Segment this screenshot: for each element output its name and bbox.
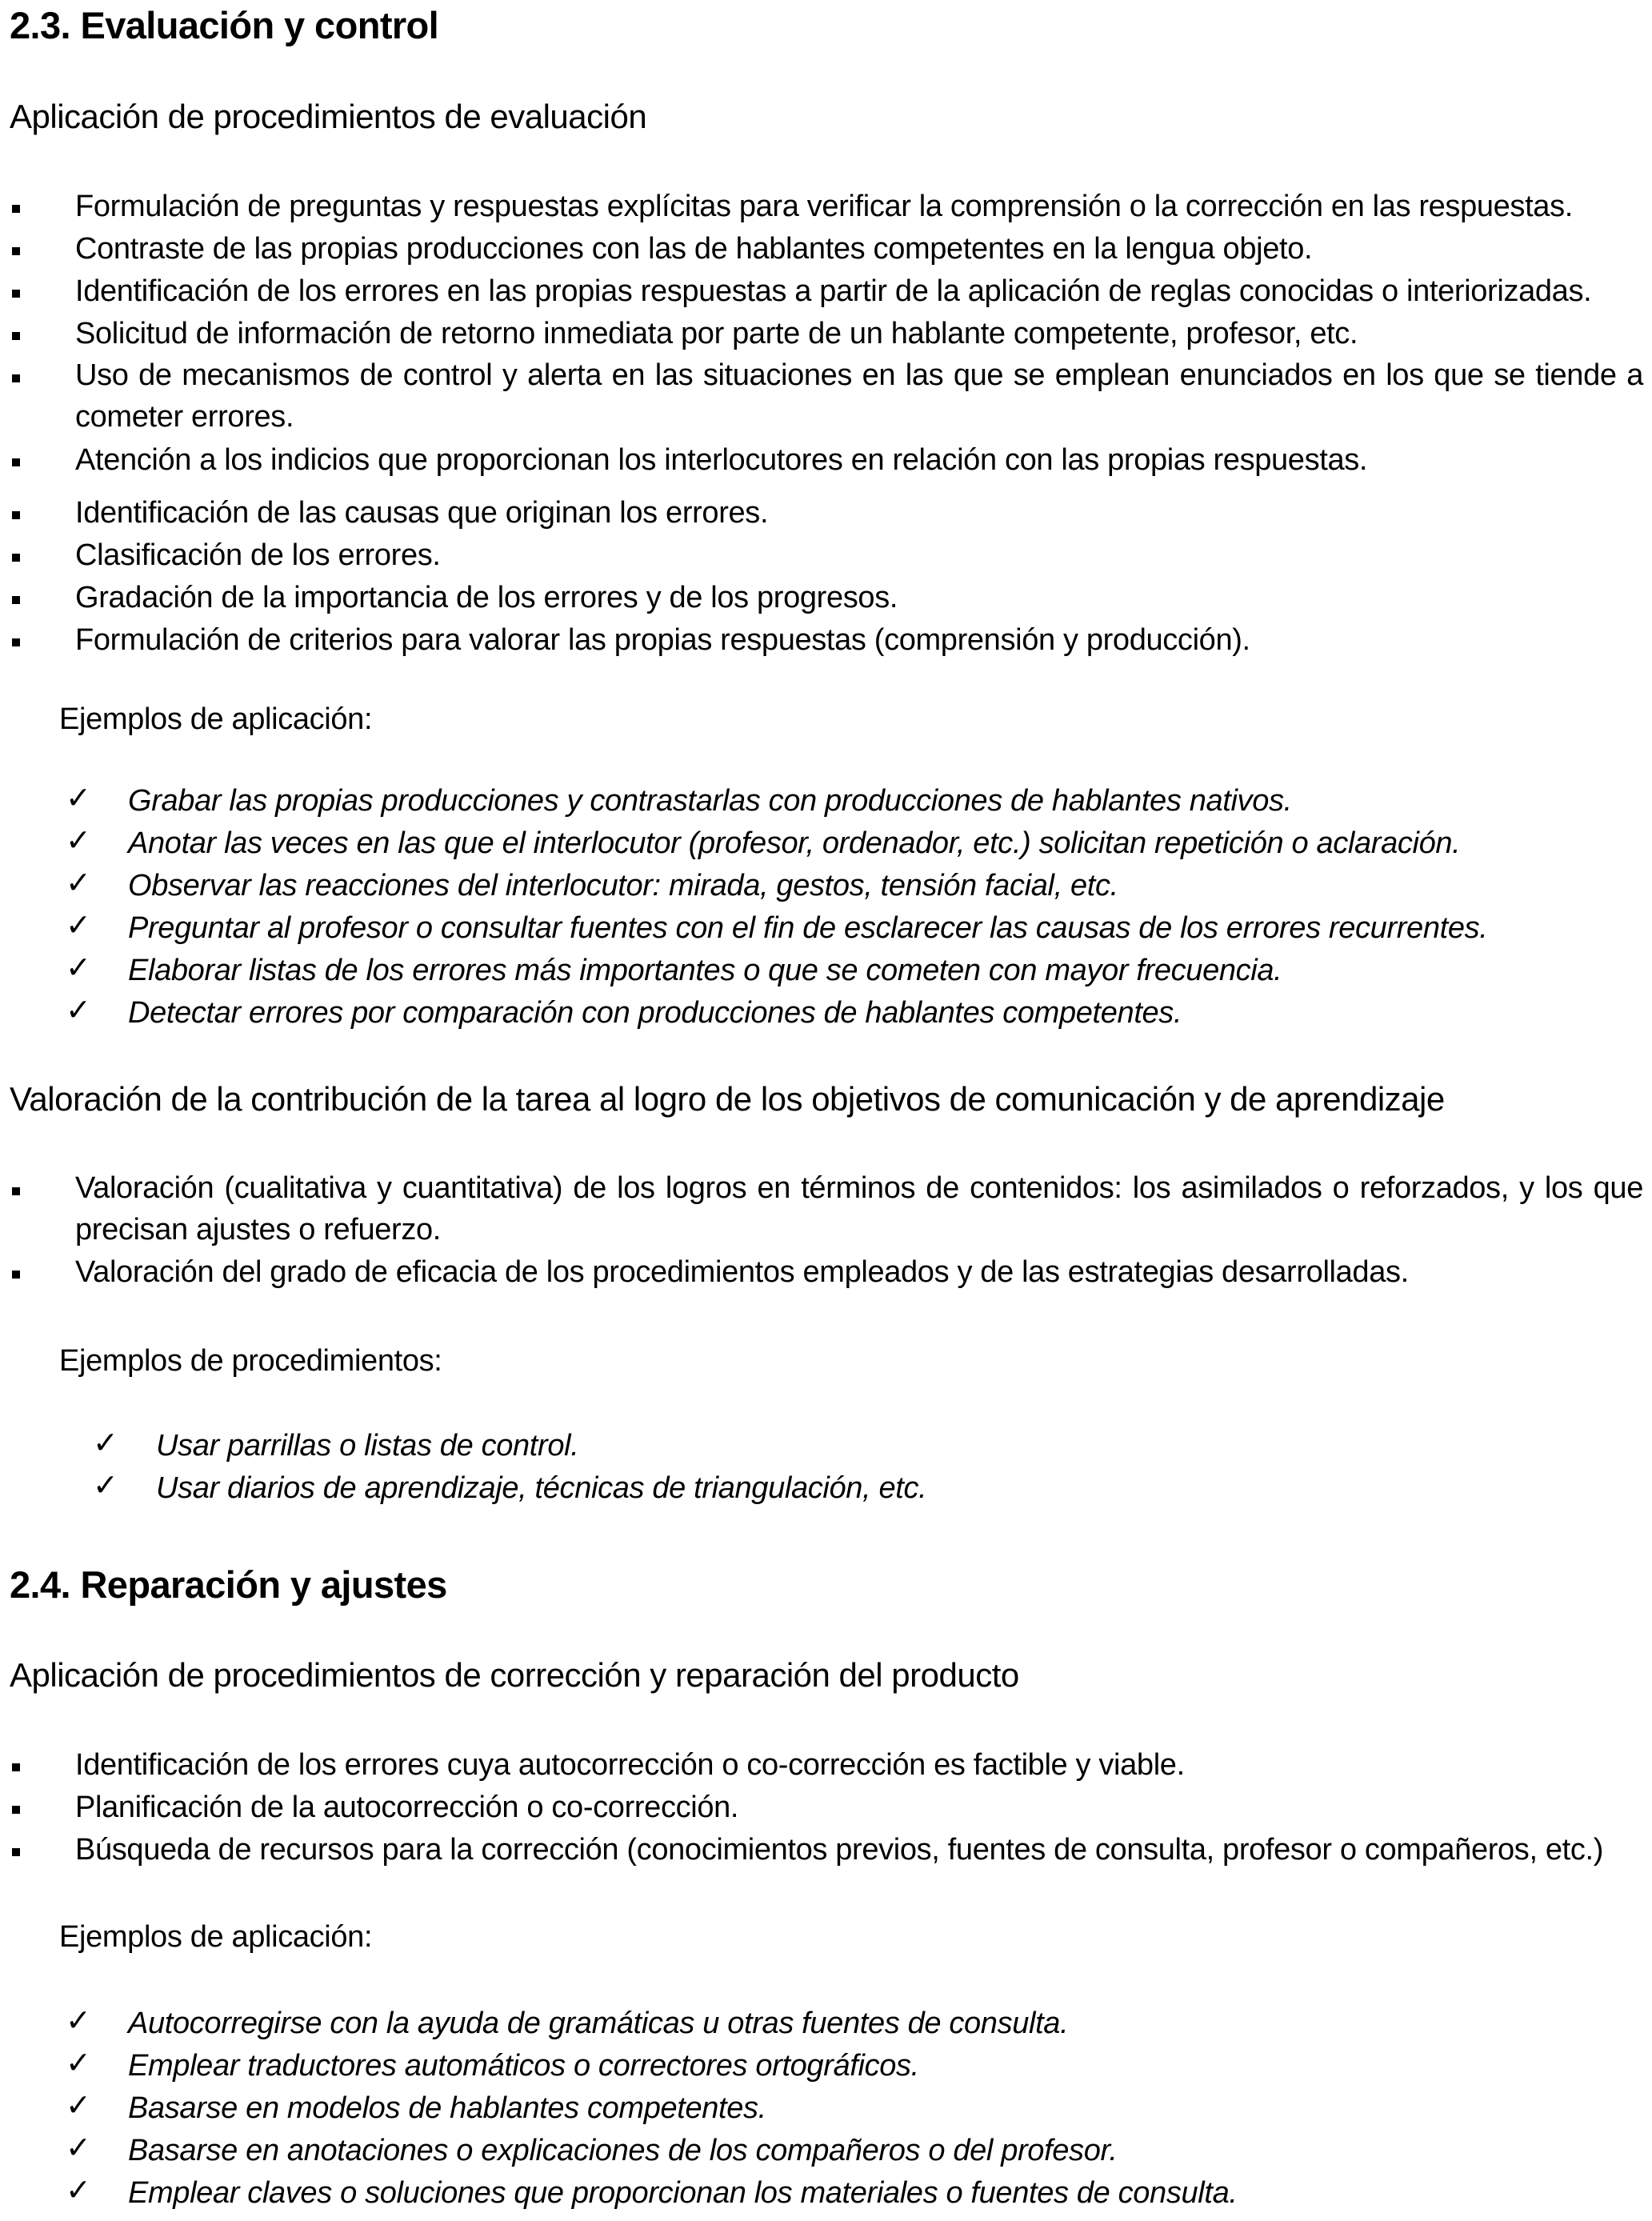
example-item: Usar diarios de aprendizaje, técnicas de triangulación, etc. — [156, 1471, 927, 1505]
list-item: Identificación de los errores en las propias respuestas a partir de la aplicación de reglas conocidas o interiorizadas. — [75, 274, 1592, 308]
list-item: Valoración (cualitativa y cuantitativa) de los logros en términos de contenidos: los asimilados o reforzados, y los que precisan ajustes o refuerzo. — [75, 1171, 1643, 1247]
check-icon: ✓ — [66, 822, 91, 858]
check-icon: ✓ — [66, 780, 91, 815]
list-item: Formulación de criterios para valorar las propias respuestas (comprensión y producción). — [75, 623, 1250, 657]
check-icon: ✓ — [66, 2003, 91, 2038]
subsection-title-task-contribution: Valoración de la contribución de la tarea al logro de los objetivos de comunicación y de aprendizaje — [10, 1080, 1445, 1118]
subsection-title-correction-procedures: Aplicación de procedimientos de corrección y reparación del producto — [10, 1656, 1019, 1694]
section-heading-2-4: 2.4. Reparación y ajustes — [10, 1563, 447, 1606]
check-icon: ✓ — [66, 2087, 91, 2123]
check-icon: ✓ — [66, 950, 91, 985]
example-item: Grabar las propias producciones y contrastarlas con producciones de hablantes nativos. — [128, 784, 1292, 818]
bullet-icon — [12, 1806, 20, 1814]
example-item: Autocorregirse con la ayuda de gramáticas u otras fuentes de consulta. — [128, 2007, 1069, 2040]
list-item: Contraste de las propias producciones con las de hablantes competentes en la lengua objeto. — [75, 232, 1313, 266]
bullet-icon — [12, 596, 20, 604]
examples-label: Ejemplos de aplicación: — [59, 702, 373, 736]
example-item: Emplear claves o soluciones que proporcionan los materiales o fuentes de consulta. — [128, 2176, 1238, 2210]
example-item: Basarse en anotaciones o explicaciones de los compañeros o del profesor. — [128, 2134, 1118, 2167]
bullet-icon — [12, 458, 20, 466]
example-item: Observar las reacciones del interlocutor: mirada, gestos, tensión facial, etc. — [128, 869, 1118, 902]
section-heading-2-3: 2.3. Evaluación y control — [10, 4, 439, 46]
check-icon: ✓ — [66, 2130, 91, 2165]
list-item: Clasificación de los errores. — [75, 538, 441, 572]
bullet-icon — [12, 205, 20, 213]
check-icon: ✓ — [66, 865, 91, 900]
list-item: Solicitud de información de retorno inmediata por parte de un hablante competente, profesor, etc. — [75, 317, 1358, 350]
list-item: Identificación de los errores cuya autocorrección o co-corrección es factible y viable. — [75, 1748, 1185, 1782]
example-item: Anotar las veces en las que el interlocutor (profesor, ordenador, etc.) solicitan repetición o aclaración. — [128, 826, 1461, 860]
example-item: Emplear traductores automáticos o correctores ortográficos. — [128, 2049, 919, 2083]
list-item: Identificación de las causas que originan los errores. — [75, 496, 769, 530]
subsection-title-evaluation-procedures: Aplicación de procedimientos de evaluación — [10, 98, 647, 135]
example-item: Usar parrillas o listas de control. — [156, 1429, 579, 1463]
bullet-icon — [12, 374, 20, 382]
list-item: Formulación de preguntas y respuestas explícitas para verificar la comprensión o la corrección en las respuestas. — [75, 190, 1573, 223]
bullet-icon — [12, 1187, 20, 1195]
list-item: Atención a los indicios que proporcionan los interlocutores en relación con las propias respuestas. — [75, 443, 1368, 477]
bullet-icon — [12, 247, 20, 255]
list-item: Gradación de la importancia de los errores y de los progresos. — [75, 581, 898, 614]
check-icon: ✓ — [66, 2172, 91, 2207]
bullet-icon — [12, 332, 20, 340]
bullet-icon — [12, 554, 20, 562]
example-item: Basarse en modelos de hablantes competentes. — [128, 2091, 766, 2125]
bullet-icon — [12, 1848, 20, 1856]
list-item: Valoración del grado de eficacia de los procedimientos empleados y de las estrategias desarrolladas. — [75, 1255, 1409, 1289]
bullet-icon — [12, 511, 20, 519]
check-icon: ✓ — [66, 2045, 91, 2080]
list-item: Planificación de la autocorrección o co-corrección. — [75, 1791, 739, 1824]
check-icon: ✓ — [66, 907, 91, 942]
example-item: Elaborar listas de los errores más importantes o que se cometen con mayor frecuencia. — [128, 954, 1282, 987]
bullet-icon — [12, 1763, 20, 1771]
bullet-icon — [12, 1271, 20, 1279]
bullet-icon — [12, 290, 20, 298]
example-item: Preguntar al profesor o consultar fuentes con el fin de esclarecer las causas de los errores recurrentes. — [128, 911, 1488, 945]
list-item: Búsqueda de recursos para la corrección (conocimientos previos, fuentes de consulta, profesor o compañeros, etc.) — [75, 1833, 1604, 1867]
check-icon: ✓ — [66, 992, 91, 1027]
examples-label: Ejemplos de aplicación: — [59, 1920, 373, 1954]
examples-label: Ejemplos de procedimientos: — [59, 1344, 442, 1378]
example-item: Detectar errores por comparación con producciones de hablantes competentes. — [128, 996, 1182, 1030]
list-item: Uso de mecanismos de control y alerta en las situaciones en las que se emplean enunciados en los que se tiende a cometer errores. — [75, 358, 1643, 434]
check-icon: ✓ — [93, 1425, 118, 1460]
bullet-icon — [12, 638, 20, 646]
check-icon: ✓ — [93, 1467, 118, 1503]
